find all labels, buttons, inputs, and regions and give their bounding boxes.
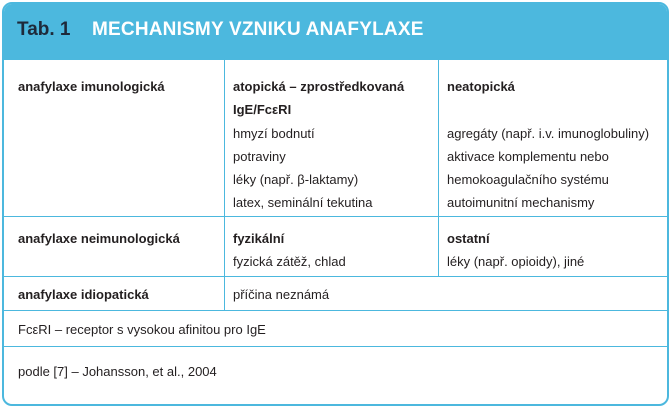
source-citation: podle [7] – Johansson, et al., 2004	[18, 364, 217, 379]
nonatopic-item: aktivace komplementu nebo	[447, 149, 609, 164]
row-label-immunological: anafylaxe imunologická	[18, 79, 165, 94]
nonatopic-item: autoimunitní mechanismy	[447, 195, 595, 210]
row-divider	[4, 216, 667, 217]
table-title: MECHANISMY VZNIKU ANAFYLAXE	[92, 19, 424, 40]
atopic-item: latex, seminální tekutina	[233, 195, 373, 210]
row-label-nonimmunological: anafylaxe neimunologická	[18, 231, 180, 246]
table-number: Tab. 1	[17, 19, 71, 40]
table-frame	[2, 2, 669, 406]
unknown-cause: příčina neznámá	[233, 287, 330, 302]
physical-item: fyzická zátěž, chlad	[233, 254, 346, 269]
column-divider	[224, 60, 225, 310]
other-heading: ostatní	[447, 231, 490, 246]
physical-heading: fyzikální	[233, 231, 285, 246]
row-divider	[4, 276, 667, 277]
nonatopic-heading: neatopická	[447, 79, 515, 94]
footnote-divider	[4, 346, 667, 347]
column-divider	[438, 60, 439, 276]
nonatopic-item: hemokoagulačního systému	[447, 172, 609, 187]
atopic-item: léky (např. β-laktamy)	[233, 172, 359, 187]
atopic-heading-line2: IgE/FcεRI	[233, 102, 292, 117]
nonatopic-item: agregáty (např. i.v. imunoglobuliny)	[447, 126, 650, 141]
other-item: léky (např. opioidy), jiné	[447, 254, 585, 269]
table-header	[4, 4, 667, 60]
row-divider	[4, 310, 667, 311]
atopic-item: hmyzí bodnutí	[233, 126, 315, 141]
atopic-item: potraviny	[233, 149, 286, 164]
row-label-idiopathic: anafylaxe idiopatická	[18, 287, 149, 302]
atopic-heading-line1: atopická – zprostředkovaná	[233, 79, 405, 94]
footnote: FcεRI – receptor s vysokou afinitou pro IgE	[18, 322, 266, 337]
